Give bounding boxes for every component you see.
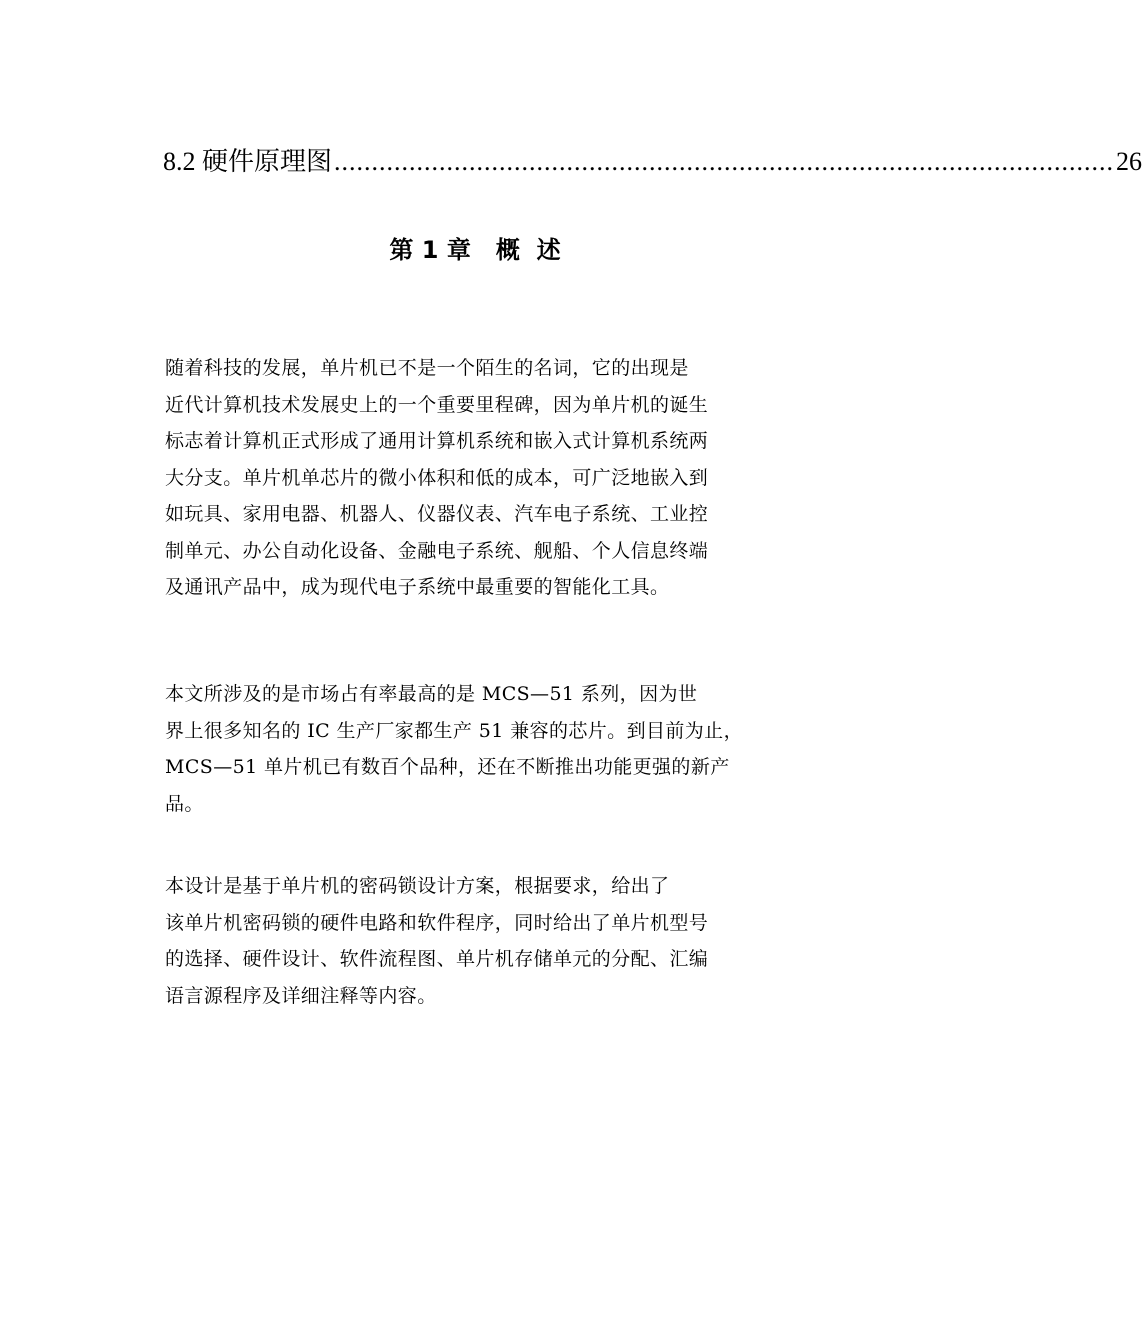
paragraph-line: 本文所涉及的是市场占有率最高的是 MCS—51 系列，因为世 [165,683,698,705]
paragraph-line: 及通讯产品中，成为现代电子系统中最重要的智能化工具。 [165,576,670,598]
paragraph-line: 制单元、办公自动化设备、金融电子系统、舰船、个人信息终端 [165,539,709,562]
paragraph-line: 界上很多知名的 IC 生产厂家都生产 51 兼容的芯片。到目前为止， [165,719,743,742]
toc-entry[interactable] [163,140,1142,184]
paragraph-line: 本设计是基于单片机的密码锁设计方案，根据要求，给出了 [165,875,670,897]
toc-page-number: 26 [1116,147,1142,176]
paragraph-line: 品。 [165,792,204,815]
toc-entry-title: 8.2 硬件原理图 [163,147,333,176]
paragraph-line: 语言源程序及详细注释等内容。 [165,984,437,1007]
paragraph-line: 该单片机密码锁的硬件电路和软件程序，同时给出了单片机型号 [165,911,709,934]
paragraph-line: 近代计算机技术发展史上的一个重要里程碑，因为单片机的诞生 [165,393,709,416]
paragraph-line: 如玩具、家用电器、机器人、仪器仪表、汽车电子系统、工业控 [165,503,709,525]
paragraph-line: MCS—51 单片机已有数百个品种，还在不断推出功能更强的新产 [165,756,730,778]
paragraph-mcs51 [165,676,781,822]
paragraph-intro [165,350,781,606]
chapter-heading: 第 1 章 概 述 [389,236,561,264]
toc-dot-leader: ........................................................................................................ [334,147,1115,176]
paragraph-design [165,868,781,1014]
paragraph-line: 的选择、硬件设计、软件流程图、单片机存储单元的分配、汇编 [165,948,709,970]
paragraph-line: 随着科技的发展，单片机已不是一个陌生的名词，它的出现是 [165,357,689,379]
paragraph-line: 标志着计算机正式形成了通用计算机系统和嵌入式计算机系统两 [165,430,709,452]
paragraph-line: 大分支。单片机单芯片的微小体积和低的成本，可广泛地嵌入到 [165,466,709,489]
